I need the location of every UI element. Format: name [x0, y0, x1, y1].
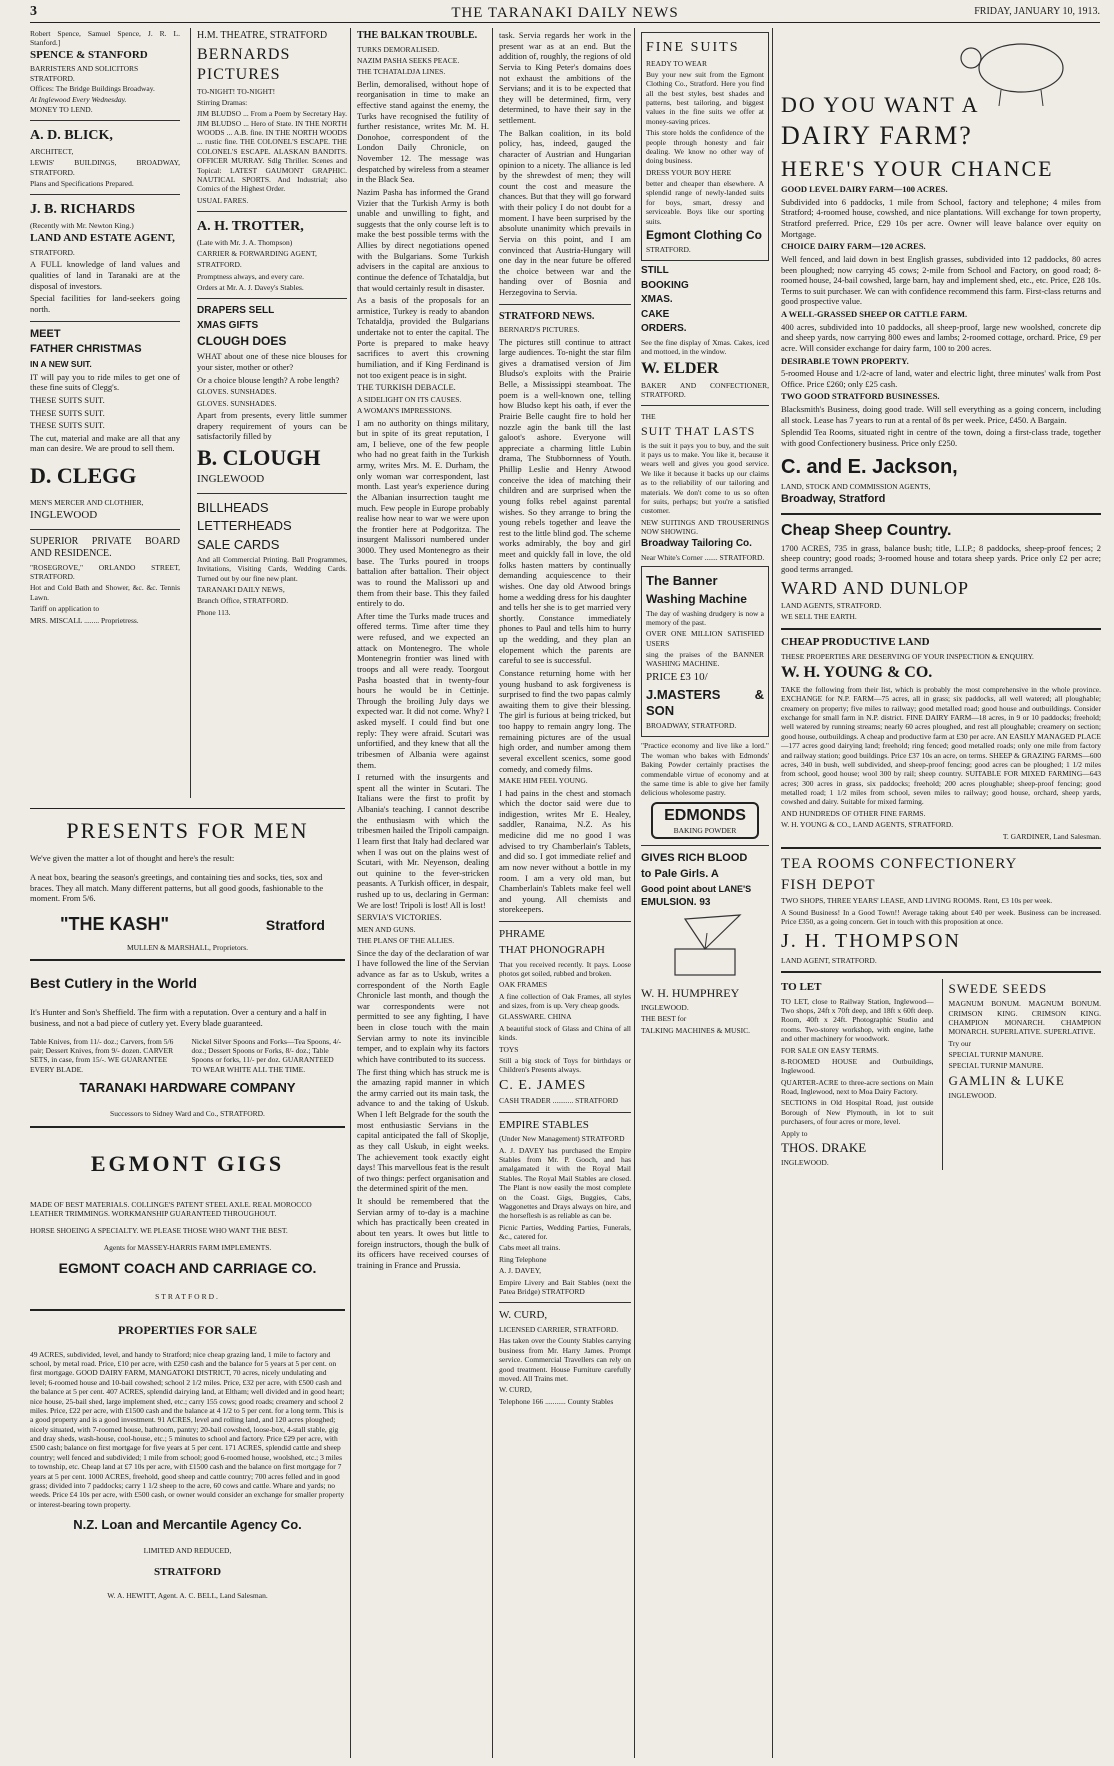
servia-para-2: The Balkan coalition, in its bold policy, has, indeed, gauged the character of Austrian and Hungarian opinion to a nicety. The alliance is led by the shrewdest of men; they will count the cost and measure the chances. But that they will go forward with their policy I do not doubt for a moment. I have been surprised by the absolute unanimity which prevails in Servia on this point, and I am convinced that Austria-Hungary will one day in the near future be offered the choice between war and the handing over of Bosnia and Herzegovina to Servia.	[499, 127, 631, 297]
printing-ad	[197, 500, 347, 617]
clegg-suits-3: THESE SUITS SUIT.	[30, 420, 105, 431]
presents-ad	[30, 817, 345, 952]
empire-text-2: Picnic Parties, Wedding Parties, Funerals, &c., catered for.	[499, 1222, 631, 1241]
nz-loan-ltd: LIMITED AND REDUCED,	[143, 1545, 232, 1555]
ward-dunlop-slogan: WE SELL THE EARTH.	[781, 612, 857, 622]
column-6	[772, 28, 1101, 1758]
printing-office: Branch Office, STRATFORD.	[197, 596, 289, 606]
theatre-ad	[197, 30, 347, 205]
theatre-tonight: TO-NIGHT! TO-NIGHT!	[197, 86, 276, 96]
phrame-ad	[499, 928, 631, 1106]
banner-text-2: OVER ONE MILLION SATISFIED USERS	[646, 629, 764, 648]
drake-ad	[781, 979, 934, 1170]
humphrey-name: W. H. HUMPHREY	[641, 985, 740, 1000]
elder-text: See the fine display of Xmas. Cakes, iced and mottoed, in the window.	[641, 337, 769, 357]
theatre-programme: JIM BLUDSO ... From a Poem by Secretary Hay. JIM BLUDSO ... Hero of State. IN THE NORTH WOODS ... A.B. fine. IN THE NORTH WOODS ... rustic fine. THE COLONEL'S ESCAPE. THE COLONEL'S ESCAPE. ALASKAN BANDITS. OFFICER MURRAY. Sdlg Thriller. Scenes and Topical: LATEST GAUMONT GRAPHIC. NAUTICAL SPORTS. And Industrial; also Comics of the Highest Order.	[197, 109, 347, 194]
ward-dunlop-ad	[781, 521, 1101, 622]
suit-lasts-title: SUIT THAT LASTS	[641, 423, 756, 438]
curd-signature: W. CURD,	[499, 1385, 532, 1395]
fine-suits-title: FINE SUITS	[646, 40, 740, 55]
edmonds-brand: EDMONDS	[664, 806, 746, 824]
balkan-para-9: It should be remembered that the Servian army of to-day is a machine which has practically been created in about ten years. It owes but little to foreign instructors, though the bulk of its officers have received courses of training in France and Prussia.	[357, 1196, 489, 1270]
tea-title-1: TEA ROOMS CONFECTIONERY	[781, 855, 1018, 872]
lane-line-4: EMULSION. 93	[641, 896, 711, 908]
hardware-name: TARANAKI HARDWARE COMPANY	[79, 1080, 296, 1096]
make-young-heading: MAKE HIM FEEL YOUNG.	[499, 776, 588, 786]
balkan-sub-5: A SIDELIGHT ON ITS CAUSES.	[357, 394, 462, 404]
kash-name: "THE KASH"	[60, 913, 170, 934]
elder-role: BAKER AND CONFECTIONER, STRATFORD.	[641, 380, 769, 399]
fine-suits-text: Buy your new suit from the Egmont Clothing Co., Stratford. Here you find all the best styles, best shades and patterns, best tailoring, and biggest values in the fine suits we offer at money-saving prices.	[646, 69, 764, 126]
dairy-h4: DESIRABLE TOWN PROPERTY.	[781, 355, 909, 366]
richards-text-2: Special facilities for land-seekers going north.	[30, 293, 180, 314]
young-name: W. H. YOUNG & CO.	[781, 663, 933, 681]
printing-text: And all Commercial Printing. Ball Programmes, Invitations, Visiting Cards, Wedding Cards. Turned out by our fine new plant.	[197, 554, 347, 583]
boarding-text: Hot and Cold Bath and Shower, &c. &c. Tennis Lawn.	[30, 583, 180, 602]
balkan-para-2: Nazim Pasha has informed the Grand Vizier that the Turkish Army is both unable and unwilling to fight, and suggests that the only course left is to make the best possible terms with the Allies by direct negotiations opened with the Bulgarians. Some Turkish advisers in the capital are anxious to continue the defence of Tchataldja, but that would certainly result in disaster.	[357, 186, 489, 293]
spence-partners: Robert Spence, Samuel Spence, J. R. L. Stanford.]	[30, 29, 180, 48]
oak-heading: OAK FRAMES	[499, 980, 548, 990]
fine-suits-ready: READY TO WEAR	[646, 58, 707, 68]
tea-title-2: FISH DEPOT	[781, 876, 876, 893]
phrame-title-1: PHRAME	[499, 928, 545, 940]
printing-billheads: BILLHEADS	[197, 500, 269, 516]
theatre-name: BERNARDS PICTURES	[197, 45, 291, 83]
suit-the: THE	[641, 412, 656, 422]
spence-stanford-ad	[30, 29, 180, 114]
clough-town: INGLEWOOD	[197, 473, 265, 486]
humphrey-town: INGLEWOOD.	[641, 1002, 689, 1012]
richards-role: LAND AND ESTATE AGENT,	[30, 232, 175, 245]
egmont-clothing-name: Egmont Clothing Co	[646, 227, 762, 242]
empire-owner: A. J. DAVEY,	[499, 1266, 542, 1276]
tolet-text: TO LET, close to Railway Station, Inglewood—Two shops, 24ft x 70ft deep, and 18ft x 60ft deep. Room, 40ft x 24ft. Photographic Studio and rooms. Two-storey workshop, with engine, lathe and other machinery for woodwork.	[781, 996, 934, 1044]
balkan-para-8: The first thing which has struck me is the amazing rapid manner in which the army carried out its main task, the advance to and the taking of Uskub. When I left Belgrade for the south the most enthusiastic Servians in the capital anticipated the fall of Skoplje, as they call Uskub, in eight weeks. The achievement took exactly eight days! This marvellous feat is the result of two things: perfect organisation and the determined spirit of the men.	[357, 1066, 489, 1194]
balkan-para-3: As a basis of the proposals for an armistice, Turkey is ready to abandon Tchataldja, provided the Bulgarians undertake not to enter the capital. The Porte is prepared to make heavy sacrifices to avert this crowning humiliation, and if King Ferdinand is not too exigent peace is in sight.	[357, 295, 489, 380]
spence-money: MONEY TO LEND.	[30, 105, 93, 114]
cheap-land-sub: THESE PROPERTIES ARE DESERVING OF YOUR INSPECTION & ENQUIRY.	[781, 651, 1034, 661]
cutlery-left: Table Knives, from 11/- doz.; Carvers, from 5/6 pair; Dessert Knives, from 9/- dozen. CARVER SETS, in case, from 15/-. WE GUARANTEE EVERY BLADE.	[30, 1036, 174, 1074]
properties-title: PROPERTIES FOR SALE	[118, 1322, 257, 1337]
clough-ad	[197, 305, 347, 487]
clegg-name: D. CLEGG	[30, 463, 137, 488]
elder-name: W. ELDER	[641, 359, 719, 377]
clegg-new-suit: IN A NEW SUIT.	[30, 359, 92, 369]
turnip-manure-2: SPECIAL TURNIP MANURE.	[948, 1061, 1044, 1071]
banner-washing-ad	[641, 566, 769, 737]
balkan-sub-7: SERVIA'S VICTORIES.	[357, 912, 442, 923]
presents-text-2: A neat box, bearing the season's greetings, and containing ties and socks, ties, sox and braces. They all match. Many different patterns, but all good goods, fashionable to the moment. From 5/6.	[30, 872, 324, 904]
glass-heading: GLASSWARE. CHINA	[499, 1012, 572, 1022]
fine-suits-text-2: This store holds the confidence of the people through honesty and fair dealing. We know no other way of doing business.	[646, 128, 764, 166]
spence-inglewood: At Inglewood Every Wednesday.	[30, 94, 127, 104]
balkan-para-1: Berlin, demoralised, without hope of reorganisation in time to make an effective stand against the enemy, the Turks have recognised the futility of further resistance, writes Mr. M. H. Donohoe, correspondent of the London Daily Chronicle, on November 12. The message was despatched by wireless from a steamer in the Black Sea.	[357, 78, 489, 185]
column-1	[30, 28, 180, 798]
curd-text: Has taken over the County Stables carrying business from Mr. Harry James. Prompt service. Commercial Travellers can rely on good treatment. House Furniture carefully moved. All Trains met.	[499, 1336, 631, 1383]
james-name: C. E. JAMES	[499, 1077, 587, 1093]
clough-drapers: DRAPERS SELL	[197, 305, 275, 317]
kash-owner: MULLEN & MARSHALL, Proprietors.	[126, 942, 249, 952]
young-hundreds: AND HUNDREDS OF OTHER FINE FARMS.	[781, 808, 926, 818]
dairy-line-3: HERE'S YOUR CHANCE	[781, 155, 1054, 181]
dairy-h1: GOOD LEVEL DAIRY FARM—100 ACRES.	[781, 184, 948, 195]
dairy-line-2: DAIRY FARM?	[781, 121, 973, 151]
sections-text: SECTIONS in Old Hospital Road, just outside Borough of New Plymouth, in lot to suit purchasers, of four acres or more, level.	[781, 1098, 934, 1127]
banner-title-1: The Banner	[646, 573, 718, 589]
blick-name: A. D. BLICK,	[30, 128, 113, 144]
elder-orders: ORDERS.	[641, 323, 687, 335]
balkan-headline: THE BALKAN TROUBLE.	[357, 30, 478, 41]
dairy-p4: 5-roomed House and 1/2-acre of land, water and electric light, three minutes' walk from Post Office. Price £260; only £25 cash.	[781, 368, 1101, 389]
stratford-news-para-2: Constance returning home with her young husband to ask forgiveness is surprised to find the two papas calmly awaiting them to give their blessing. The girl is furious at being tricked, but too happy to remain angry long. The remaining pictures are of the usual high order, and number among them several excellent scenics, some good comedy, and comedy films.	[499, 667, 631, 774]
gigs-agents: Agents for MASSEY-HARRIS FARM IMPLEMENTS.	[103, 1242, 272, 1252]
clough-name: B. CLOUGH	[197, 444, 321, 470]
elder-ad	[641, 265, 769, 399]
balkan-para-7: Since the day of the declaration of war I have followed the line of the Servian advance as far as to Uskub, writes a correspondent of the North Eagle Chronicle last month, and though the war correspondents were not permitted to see any fighting, I have been in close touch with the main Servian army to note its invincible temper, and to explain why its factors which have contributed to its success.	[357, 947, 489, 1064]
clegg-suits-1: THESE SUITS SUIT.	[30, 394, 105, 405]
curd-name: W. CURD,	[499, 1309, 548, 1322]
ward-dunlop-role: LAND AGENTS, STRATFORD.	[781, 601, 882, 610]
kash-town: Stratford	[265, 916, 325, 933]
dairy-p2: Well fenced, and laid down in best English grasses, subdivided into 12 paddocks, 80 acres been ploughed; now carrying 45 cows; 2-mile from School and Factory, on good road; 8-roomed house, 24-bail cowshed, large barn, hay and implement shed, etc., etc. Price, £28 10s. Terms to suit purchaser. We can with confidence recommend this farm. First-class returns and good prospective value.	[781, 253, 1101, 307]
gigs-title: EGMONT GIGS	[90, 1151, 285, 1177]
elder-cake: CAKE	[641, 308, 670, 320]
humphrey-best-for: THE BEST for	[641, 1014, 687, 1024]
dairy-line-1: DO YOU WANT A	[781, 91, 980, 117]
masters-address: BROADWAY, STRATFORD.	[646, 721, 737, 730]
elder-still: STILL	[641, 265, 669, 277]
clegg-role: MEN'S MERCER AND CLOTHIER,	[30, 497, 144, 507]
tea-text-1: TWO SHOPS, THREE YEARS' LEASE, AND LIVING ROOMS. Rent, £3 10s per week.	[781, 896, 1053, 906]
oak-text: A fine collection of Oak Frames, all styles and sizes, from is up. Very cheap goods.	[499, 991, 631, 1010]
cheap-sheep-title: Cheap Sheep Country.	[781, 521, 952, 539]
edmonds-logo	[651, 802, 759, 839]
theatre-stirring: Stirring Dramas:	[197, 97, 248, 107]
trotter-text-2: Orders at Mr. A. J. Davey's Stables.	[197, 283, 304, 292]
new-suitings: NEW SUITINGS AND TROUSERINGS NOW SHOWING.	[641, 517, 769, 536]
coach-town: STRATFORD.	[155, 1291, 220, 1301]
page-number: 3	[30, 4, 37, 19]
clough-goods-2: GLOVES. SUNSHADES.	[197, 398, 277, 408]
nz-loan-agents: W. A. HEWITT, Agent. A. C. BELL, Land Salesman.	[107, 1590, 268, 1600]
nz-loan-name: N.Z. Loan and Mercantile Agency Co.	[73, 1516, 302, 1532]
broadway-tailoring-ad	[641, 412, 769, 562]
issue-date: FRIDAY, JANUARY 10, 1913.	[974, 6, 1100, 17]
empire-stables-ad	[499, 1119, 631, 1297]
humphrey-talking: TALKING MACHINES & MUSIC.	[641, 1025, 750, 1035]
tea-text-2: A Sound Business! In a Good Town!! Average taking about £40 per week. Business can be increased. Price £350, as a going concern. Get in touch with this proposition at once.	[781, 907, 1101, 927]
banner-text-3: sing the praises of the BANNER WASHING MACHINE.	[646, 650, 764, 669]
balkan-sub-9: THE PLANS OF THE ALLIES.	[357, 936, 455, 946]
blick-plans: Plans and Specifications Prepared.	[30, 179, 134, 188]
tolet-heading: TO LET	[781, 980, 822, 993]
balkan-sub-1: TURKS DEMORALISED.	[357, 44, 440, 54]
gigs-text: MADE OF BEST MATERIALS. COLLINGE'S PATENT STEEL AXLE. REAL MOROCCO LEATHER TRIMMINGS. WORKMANSHIP GUARANTEED THROUGHOUT.	[30, 1199, 312, 1219]
young-signature: W. H. YOUNG & CO., LAND AGENTS, STRATFORD.	[781, 820, 954, 830]
theatre-fares: USUAL FARES.	[197, 195, 249, 205]
toys-text: Still a big stock of Toys for birthdays or Children's Presents always.	[499, 1055, 631, 1075]
fine-suits-ad	[641, 32, 769, 261]
trotter-ad	[197, 218, 347, 292]
bottom-right-ads	[781, 979, 1101, 1170]
balkan-para-6: I returned with the insurgents and spent all the winter in Scutari. The Italians were the first to profit by Albania's teaching. I cannot describe the enthusiasm with which the tribesmen hailed the Tripoli campaign. I learn first that Italy had declared war when I was out on the plains west of Scutari, with Mr. Neyenson, dealing out quinine to the fever-stricken peasants. A Turkish officer, in despair, rushed up to us, declaring in German: We are lost! Tripoli is lost! All is lost!	[357, 772, 489, 910]
phrame-title-2: THAT PHONOGRAPH	[499, 943, 605, 956]
newspaper-title: THE TARANAKI DAILY NEWS	[451, 5, 679, 21]
empire-heading: EMPIRE STABLES	[499, 1118, 589, 1131]
lane-line-1: GIVES RICH BLOOD	[641, 852, 748, 864]
jackson-role: LAND, STOCK AND COMMISSION AGENTS,	[781, 481, 931, 491]
forsale-text: 8-ROOMED HOUSE and Outbuildings, Inglewood.	[781, 1056, 934, 1076]
gigs-ad	[30, 1150, 345, 1301]
properties-list: 49 ACRES, subdivided, level, and handy to Stratford; nice cheap grazing land, 1 mile to factory and school, by metal road. Price, £10 per acre, with £250 cash and the balance for 5 years at 5 per cent. on first mortgage. GOOD DAIRY FARM, MANGATOKI DISTRICT, 70 acres, nicely undulating and level; 6-roomed house and 10-bail cowshed; school 2 1/2 miles. Price, £32 per acre, with £500 cash and the balance at 5 per cent. 407 ACRES, splendid dairying land, at Eltham; well divided and in good heart; nice house, 25-bail shed, large implement shed, etc.; carry 155 cows; good roads; creamery and school 2 miles. Price, £22 per acre, with £1500 cash and the balance at 4 1/2 to 5 per cent. for a long term. This is a good property and is a good investment. 91 ACRES, level and rolling land, and 120 acres ploughed; nicely situated, with 7-roomed house, bathroom, pantry; 20-bail cowshed, loose-box, 4-stall stable, gig and dray sheds, wash-house, cool-house, etc.; 5 minutes to school and factory. Price £29 per acre, with £500 cash; balance on first mortgage for five years at 5 per cent. 171 ACRES, splendid cattle and sheep country; well fenced and subdivided; 1 mile from school; good 6-roomed house, woolshed, etc.; 3 miles to township, etc. Cheap land at £7 10s per acre, with £1500 cash and the balance on first mortgage for 7 years at 5 per cent. 1000 ACRES, freehold, good sheep and cattle country; 700 acres felled and in good grass; divided into 7 paddocks; carry 1 1/2 sheep to the acre, 60 cows and cattle. Whare and yards; no weeds. Price £4 10s per acre, with £500 cash, or owner would consider an exchange for smaller property or interest-bearing town property.	[30, 1349, 345, 1509]
trotter-text-1: Promptness always, and every care.	[197, 271, 305, 281]
boarding-title: SUPERIOR PRIVATE BOARD AND RESIDENCE.	[30, 535, 180, 560]
young-listings: TAKE the following from their list, which is probably the most comprehensive in the whole province. EXCHANGE for N.P. FARM—75 acres, all in grass; six paddocks, all well watered; all ploughable; creamery on property; five miles to railway; good metalled road; good house and outbuildings. Consider exchange for small farm in N.P. district. FINE DAIRY FARM—18 acres, in 9 or 10 paddocks; freehold; well watered by running streams; nearly 60 acres ploughed, and rest all ploughable; creamery on section; good house, outbuildings. A cheap and productive farm at £30 per acre. AN EASILY MANAGED PLACE—177 acres good dairying land; freehold; ring fenced; good metalled roads; only one mile from factory and railway station; good buildings. Price £37 10s an acre, on terms. SHEEP & GRAZING FARMS—600 acres, 340 in bush, well subdivided, and sheep-proof fencing; good acres can be ploughed; 1 1/2 miles from school, good house; wool 300 by rail; sheep country. SUITABLE FOR MIXED FARMING—643 acres; 300 acres in grass, six paddocks; freehold; 200 acres ploughable; sheep-proof fencing; good metalled road; 1 1/2 miles from school, seven miles to railway; good house, orchard, sheep yards, cowshed and dairy. Suitable for mixed farming.	[781, 684, 1101, 807]
phrame-text: That you received recently. It pays. Loose photos get soiled, rubbed and broken.	[499, 959, 631, 978]
hardware-sub: Successors to Sidney Ward and Co., STRATFORD.	[110, 1109, 265, 1119]
trotter-role: CARRIER & FORWARDING AGENT,	[197, 248, 317, 258]
printing-letterheads: LETTERHEADS	[197, 518, 292, 534]
balkan-sub-3: THE TCHATALDJA LINES.	[357, 67, 446, 77]
clegg-text-1: IT will pay you to ride miles to get one of these fine suits of Clegg's.	[30, 371, 180, 393]
cutlery-ad	[30, 975, 345, 1118]
blick-address: LEWIS' BUILDINGS, BROADWAY, STRATFORD.	[30, 158, 180, 177]
elder-xmas: XMAS.	[641, 294, 673, 306]
clough-text-1: WHAT about one of these nice blouses for your sister, mother or other?	[197, 351, 347, 372]
boarding-ad	[30, 536, 180, 625]
column-2	[190, 28, 347, 798]
empire-cabs: Cabs meet all trains.	[499, 1243, 561, 1253]
balkan-sub-2: NAZIM PASHA SEEKS PEACE.	[357, 55, 460, 65]
cutlery-text: It's Hunter and Son's Sheffield. The firm with a reputation. Over a century and a half in business, and not a bad piece of cutlery yet. Every blade guaranteed.	[30, 1006, 327, 1028]
edmonds-text: "Practice economy and live like a lord." The woman who bakes with Edmonds' Baking Powder certainly practises the commendable virtue of economy and at the same time is able to give her family delicious wholesome pastry.	[641, 741, 769, 798]
column-4	[492, 28, 631, 1758]
tea-rooms-ad	[781, 855, 1101, 965]
cheap-land-title: CHEAP PRODUCTIVE LAND	[781, 635, 930, 648]
trotter-town: STRATFORD.	[197, 260, 242, 270]
dairy-p1: Subdivided into 6 paddocks, 1 mile from School, factory and telephone; 4 miles from Stratford; 4-roomed house, cowshed, and nice plantations. Will exchange for town property, Stratford preferred. Price, £29 10s per acre. Owner will leave balance over equity on Mortgage.	[781, 196, 1101, 239]
broadway-tailoring-name: Broadway Tailoring Co.	[641, 538, 752, 550]
balkan-sub-4: THE TURKISH DEBACLE.	[357, 382, 456, 393]
clough-text-3: Apart from presents, every little summer drapery requirement of yours can be satisfactorily filled by	[197, 410, 347, 442]
dairy-h3: A WELL-GRASSED SHEEP OR CATTLE FARM.	[781, 309, 968, 319]
richards-name: J. B. RICHARDS	[30, 202, 136, 218]
ward-dunlop-name: WARD AND DUNLOP	[781, 577, 970, 598]
presents-title: PRESENTS FOR MEN	[66, 818, 309, 843]
jackson-name: C. and E. Jackson,	[781, 455, 958, 478]
dairy-farm-ad	[781, 28, 1101, 507]
servia-para-1: task. Servia regards her work in the present war as at an end. But the addition of, roughly, the regions of old Servia to King Peter's domains does not exhaust the ambitions of the Servians; and it is to be expected that they will be determined, firm, very determined, to have their say in the settlement.	[499, 30, 631, 125]
forsale-heading: FOR SALE ON EASY TERMS.	[781, 1045, 879, 1055]
glass-text: A beautiful stock of Glass and China of all kinds.	[499, 1023, 631, 1043]
thompson-role: LAND AGENT, STRATFORD.	[781, 955, 877, 965]
gigs-text-2: HORSE SHOEING A SPECIALTY. WE PLEASE THOSE WHO WANT THE BEST.	[30, 1226, 288, 1235]
spence-role: BARRISTERS AND SOLICITORS	[30, 63, 139, 73]
empire-text: A. J. DAVEY has purchased the Empire Stables from Mr. P. Gooch, and has amalgamated it with the Royal Mail Stables. The Royal Mail Stables are closed. The Plant is now easily the most complete on the Coast. Gigs, Buggies, Cabs, Waggonettes and Drays always on hire, and the horseflesh is as reliable as can be.	[499, 1145, 631, 1221]
presents-text-1: We've given the matter a lot of thought and here's the result:	[30, 853, 235, 863]
clegg-ad	[30, 328, 180, 523]
thompson-name: J. H. THOMPSON	[781, 929, 961, 952]
column-5	[634, 28, 769, 1758]
wide-ads-block	[30, 808, 345, 1759]
clegg-town: INGLEWOOD	[30, 508, 98, 521]
gamlin-name: GAMLIN & LUKE	[948, 1072, 1065, 1088]
turnip-manure-1: SPECIAL TURNIP MANURE.	[948, 1050, 1044, 1059]
column-3-balkan	[350, 28, 489, 1758]
curd-telephone: Telephone 166 ........... County Stables	[499, 1396, 614, 1406]
stratford-news-para-1: The pictures still continue to attract large audiences. To-night the star film gives a dramatised version of Jim Bludso's exploits with the Prairie Belle, a Mississippi steamboat. The poem is a well-known one, telling how Bludso kept his oath, if ever the Prairie Belle caught fire to hold her nozzle agin the bank till the last galoot's ashore. Everyone will appreciate a charming little Lubin drama, The Stubbornness of Youth. Phillip Leslie and Henry Atwood conceive the idea of matching their children and are surprised when the young folks rebel against parental wishes. So they arrange to bring the young rebels together and leave the rest to the little blind god. The scheme works admirably, the boy and girl meet and quickly fall in love, the old folks hasten matters by continually demanding acquiescence to their wishes. One day old Atwood brings home a wedding dress for his daughter and tells her she is to get married very shortly. Constance immediately phones to Paul and tells him to hurry up the wedding, and they plan an elopement which the parents are careful to see is successful.	[499, 336, 631, 666]
balkan-para-5: After time the Turks made truces and offered terms. Time after time they were refused, and we expected an attack on Montenegro. The whole Montenegrin frontier was lined with troops and all were ready. Toorgout Pasha boasted that in twenty-four hours he would be in Cettinje. Through the broiling July days we expected war. It did not come. Why? I asked myself. I could find but one reply: They were afraid. Scutari was unfortified, and they knew that all the tribesmen of Albania were against them.	[357, 610, 489, 770]
richards-ad	[30, 201, 180, 314]
boarding-address: "ROSEGROVE," ORLANDO STREET, STRATFORD.	[30, 562, 180, 581]
toys-heading: TOYS	[499, 1044, 519, 1054]
banner-title-2: Washing Machine	[646, 591, 747, 606]
stratford-news-sub: BERNARD'S PICTURES.	[499, 325, 580, 335]
dairy-p5: Blacksmith's Business, doing good trade. Will sell everything as a going concern, including all stock. Lease has 7 years to run at a rental of 8s per week. Price, £450. A Bargain.	[781, 404, 1101, 425]
masthead	[30, 6, 1100, 23]
curd-ad	[499, 1309, 631, 1406]
gamlin-ad	[942, 979, 1102, 1170]
trotter-name: A. H. TROTTER,	[197, 219, 304, 234]
banner-text-1: The day of washing drudgery is now a memory of the past.	[646, 608, 764, 627]
clough-goods-1: GLOVES. SUNSHADES.	[197, 387, 277, 397]
egmont-clothing-town: STRATFORD.	[646, 244, 691, 254]
richards-town: STRATFORD.	[30, 248, 75, 257]
properties-ad	[30, 1323, 345, 1601]
young-salesman: T. GARDINER, Land Salesman.	[1002, 831, 1101, 841]
gramophone-illustration	[641, 911, 769, 981]
dairy-p3: 400 acres, subdivided into 10 paddocks, all sheep-proof, large new woolshed, concrete dip and sheep yards, now carrying 800 ewes and lambs; 2-roomed cottage, orchard. Price, £9 per acre. Will consider exchange for dairy farm, 100 to 200 acres.	[781, 321, 1101, 353]
elder-booking: BOOKING	[641, 279, 689, 291]
balkan-sub-8: MEN AND GUNS.	[357, 924, 416, 934]
gamlin-town: INGLEWOOD.	[948, 1091, 997, 1100]
cutlery-right: Nickel Silver Spoons and Forks—Tea Spoons, 4/- doz.; Dessert Spoons or Forks, 8/- doz.; Table Spoons or forks, 11/- per doz. GUARANTEED TO WEAR WHITE ALL THE TIME.	[191, 1036, 342, 1074]
coach-name: EGMONT COACH AND CARRIAGE CO.	[58, 1260, 317, 1277]
empire-sub: (Under New Management) STRATFORD	[499, 1134, 625, 1144]
lanes-emulsion-ad	[641, 852, 769, 909]
swede-title: SWEDE SEEDS	[948, 980, 1048, 996]
dress-boy-heading: DRESS YOUR BOY HERE	[646, 167, 732, 177]
balkan-para-4: I am no authority on things military, but in spite of its great reputation, I am, I believe, one of the few people who had no great faith in the Turkish army, writes Mrs. M. E. Durham, the only woman war correspondent, last month. Last year's experience during the Albanian insurrection taught me much. Few people in Europe probably realise how near to war we were upon the frontier here at Podgoritza. The insurgent Malissori numbered under 3000. They used Montenegro as their base. The Turks poured in troops battalion after battalion. Their object was to round the Malissori up and them from their base. This they failed entirely to do.	[357, 417, 489, 609]
drake-apply: Apply to	[781, 1128, 808, 1138]
edmonds-sub: BAKING POWDER	[673, 825, 737, 835]
young-co-ad	[781, 636, 1101, 841]
dress-boy-text: better and cheaper than elsewhere. A splendid range of newly-landed suits for boys, smart, dressy and serviceable. Boys like our sporting suits.	[646, 179, 764, 226]
clegg-suits-2: THESE SUITS SUIT.	[30, 407, 105, 418]
clegg-father-christmas: FATHER CHRISTMAS	[30, 343, 142, 356]
stratford-news-headline: STRATFORD NEWS.	[499, 310, 595, 322]
boarding-tariff: Tariff on application to	[30, 604, 100, 614]
clough-does: CLOUGH DOES	[197, 334, 287, 349]
clegg-meet: MEET	[30, 327, 61, 340]
jackson-address: Broadway, Stratford	[781, 492, 886, 505]
broadway-tailoring-address: Near White's Corner ....... STRATFORD.	[641, 552, 765, 562]
make-young-text: I had pains in the chest and stomach which the doctor said were due to indigestion, writes Mr E. Healey, saddler, Ranaima, N.Z. As his medicine did me no good I was advised to try Chamberlain's Tablets, and did so. I got immediate relief and am now never without a bottle in my room. I am a very old man, but Chamberlain's Tablets make feel well and young. All chemists and storekeepers.	[499, 787, 631, 915]
printing-salecards: SALE CARDS	[197, 536, 280, 552]
dairy-h5: TWO GOOD STRATFORD BUSINESSES.	[781, 391, 940, 402]
printing-company: TARANAKI DAILY NEWS,	[197, 585, 285, 594]
cheap-sheep-text: 1700 ACRES, 735 in grass, balance bush; title, L.I.P.; 8 paddocks, sheep-proof fences; 2 sheep country; good roads; 3-roomed house and totara sheep yards. Price only £2 per acre; good terms arranged.	[781, 542, 1101, 574]
clough-text-2: Or a choice blouse length? A robe length?	[197, 374, 340, 385]
spence-offices: Offices: The Bridge Buildings Broadway.	[30, 84, 155, 94]
lane-line-3: Good point about LANE'S	[641, 883, 752, 894]
masters-name: J.MASTERS & SON	[646, 686, 764, 718]
empire-ring: Ring Telephone	[499, 1254, 547, 1264]
printing-phone: Phone 113.	[197, 607, 231, 617]
suit-lasts-text: is the suit it pays you to buy, and the suit it pays us to make. You like it, because it wears well and gives you good service. We like it because it backs up our claims as to the reliability of our tailoring and materials. We don't come to us so often for suits, perhaps; but you're a satisfied customer.	[641, 440, 769, 516]
james-sub: CASH TRADER ........... STRATFORD	[499, 1096, 619, 1106]
trotter-sub: (Late with Mr. J. A. Thompson)	[197, 237, 293, 247]
clough-xmas: XMAS GIFTS	[197, 319, 259, 331]
empire-address: Empire Livery and Bait Stables (next the Patea Bridge) STRATFORD	[499, 1277, 631, 1296]
lane-line-2: to Pale Girls. A	[641, 867, 719, 880]
spence-firm-name: SPENCE & STANFORD	[30, 48, 148, 61]
theatre-heading: H.M. THEATRE, STRATFORD	[197, 30, 328, 41]
drake-name: THOS. DRAKE	[781, 1139, 867, 1155]
blick-role: ARCHITECT,	[30, 146, 74, 156]
gamlin-try: Try our	[948, 1038, 971, 1048]
spence-town: STRATFORD.	[30, 73, 75, 83]
humphrey-ad	[641, 911, 769, 1035]
swede-varieties: MAGNUM BONUM. MAGNUM BONUM. CRIMSON KING. CRIMSON KING. CHAMPION MONARCH. CHAMPION MONARCH. SUPERLATIVE. SUPERLATIVE.	[948, 999, 1101, 1037]
drake-town: INGLEWOOD.	[781, 1158, 829, 1168]
curd-role: LICENSED CARRIER, STRATFORD.	[499, 1325, 619, 1334]
boarding-proprietress: MRS. MISCALL ........ Proprietress.	[30, 615, 139, 625]
cutlery-title: Best Cutlery in the World	[30, 975, 197, 992]
clegg-text-2: The cut, material and make are all that any man can desire. We are proud to sell them.	[30, 432, 180, 454]
edmonds-ad	[641, 741, 769, 839]
richards-text-1: A FULL knowledge of land values and qualities of land in Taranaki are at the disposal of investors.	[30, 259, 180, 291]
quarter-acre-text: QUARTER-ACRE to three-acre sections on Main Road, Inglewood, next to Moa Dairy Factory.	[781, 1077, 934, 1096]
balkan-sub-6: A WOMAN'S IMPRESSIONS.	[357, 406, 452, 416]
banner-price: PRICE £3 10/	[646, 670, 708, 683]
dairy-p6: Splendid Tea Rooms, situated right in centre of the town, doing a first-class trade, together with good Confectionery business. Price only £250.	[781, 427, 1101, 448]
nz-loan-town: STRATFORD	[153, 1566, 222, 1579]
blick-ad	[30, 127, 180, 188]
richards-sub: (Recently with Mr. Newton King.)	[30, 220, 134, 230]
dairy-h2: CHOICE DAIRY FARM—120 ACRES.	[781, 241, 926, 252]
